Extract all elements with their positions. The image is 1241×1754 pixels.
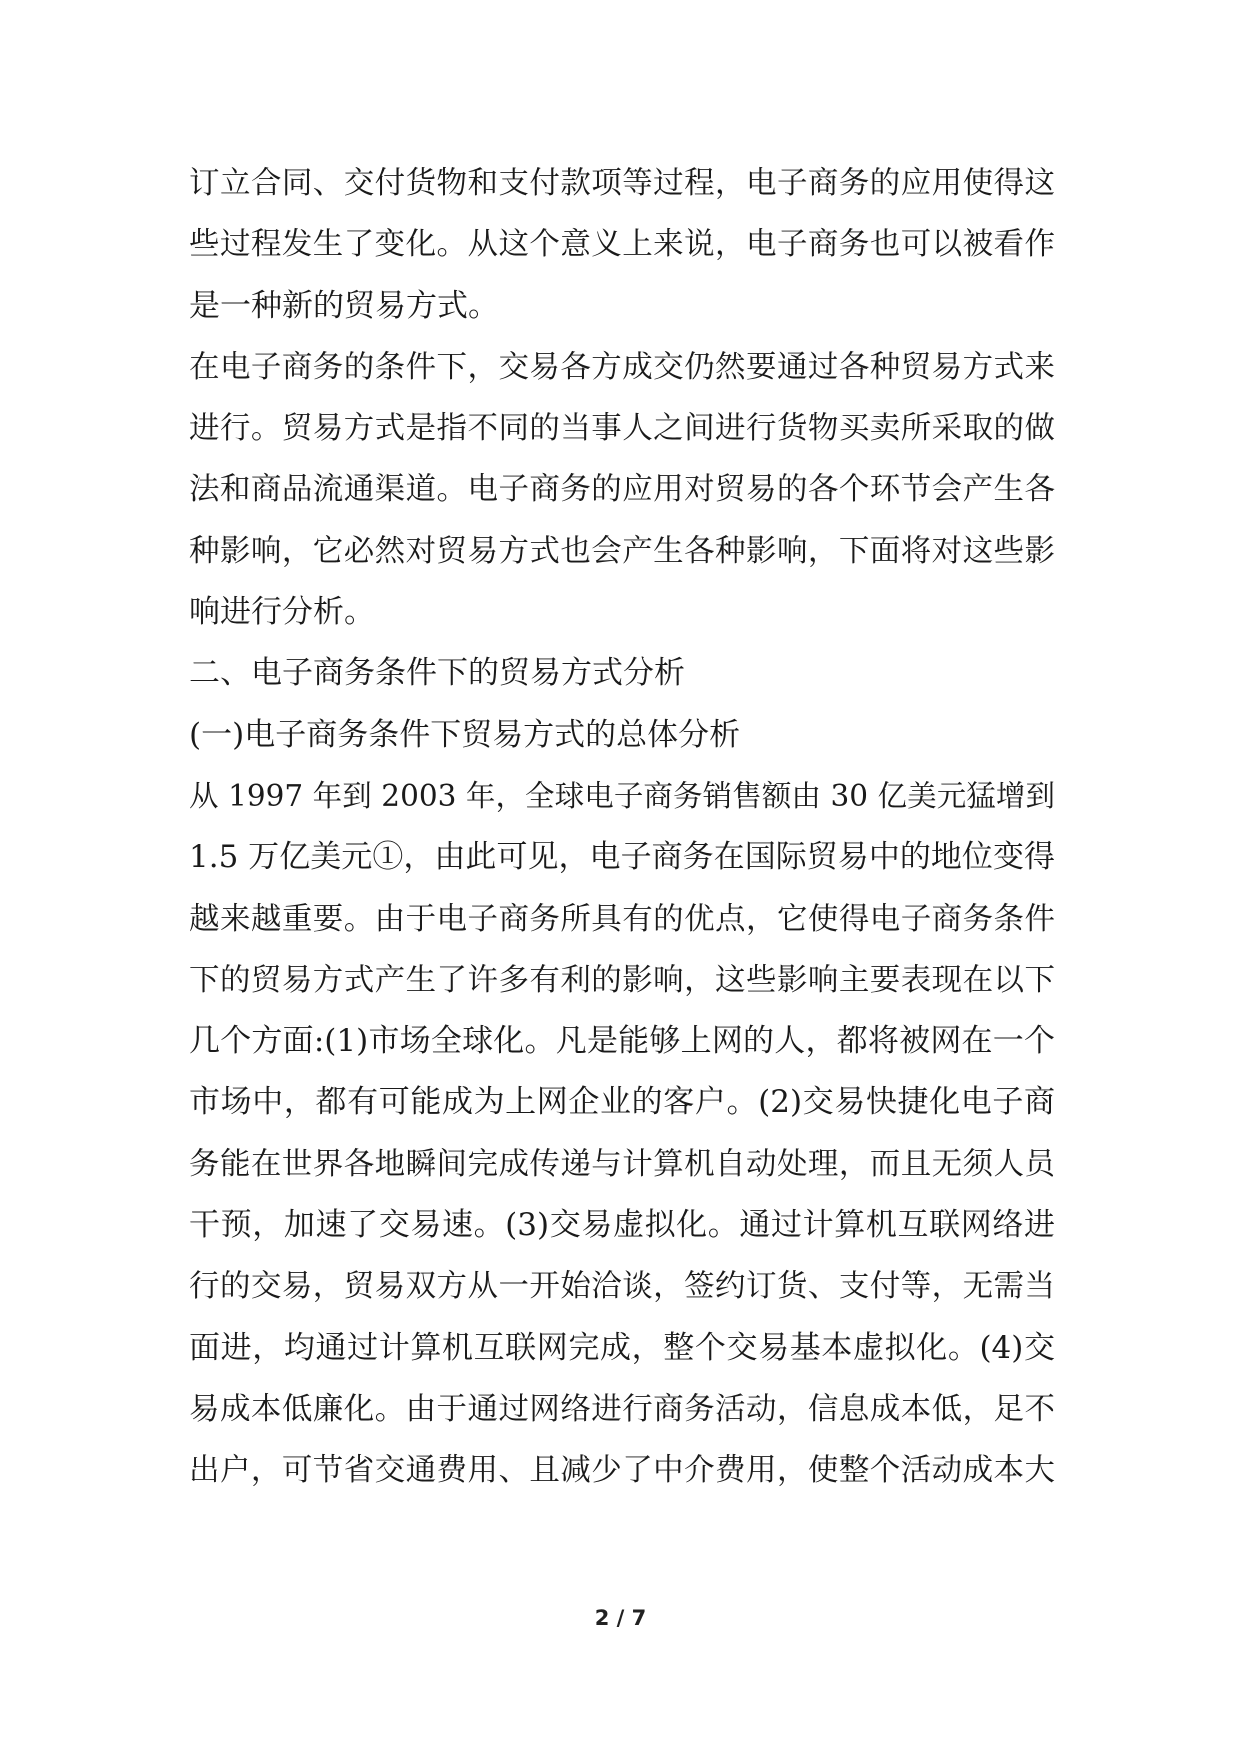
text-line: 在电子商务的条件下，交易各方成交仍然要通过各种贸易方式来 (189, 349, 1055, 385)
text-line: 是一种新的贸易方式。 (189, 287, 499, 324)
text-line: 越来越重要。由于电子商务所具有的优点，它使得电子商务条件 (189, 901, 1055, 937)
body-text (189, 153, 1055, 1502)
text-line: 面进，均通过计算机互联网完成，整个交易基本虚拟化。(4)交 (189, 1329, 1055, 1366)
text-line: 从 1997 年到 2003 年，全球电子商务销售额由 30 亿美元猛增到 (189, 778, 1055, 813)
text-line: 响进行分析。 (189, 594, 375, 631)
text-line: 1.5 万亿美元①，由此可见，电子商务在国际贸易中的地位变得 (189, 839, 1055, 876)
text-line: 订立合同、交付货物和支付款项等过程，电子商务的应用使得这 (189, 166, 1055, 201)
text-line: 行的交易，贸易双方从一开始洽谈，签约订货、支付等，无需当 (189, 1269, 1055, 1305)
text-line: 种影响，它必然对贸易方式也会产生各种影响，下面将对这些影 (189, 533, 1055, 569)
page-number: 2 / 7 (594, 1606, 647, 1630)
subsection-heading: (一)电子商务条件下贸易方式的总体分析 (189, 716, 741, 753)
text-line: 市场中，都有可能成为上网企业的客户。(2)交易快捷化电子商 (189, 1084, 1055, 1121)
text-line: 几个方面:(1)市场全球化。凡是能够上网的人，都将被网在一个 (189, 1023, 1055, 1060)
section-heading: 二、电子商务条件下的贸易方式分析 (189, 655, 685, 692)
text-line: 易成本低廉化。由于通过网络进行商务活动，信息成本低，足不 (189, 1391, 1055, 1427)
text-line: 下的贸易方式产生了许多有利的影响，这些影响主要表现在以下 (189, 962, 1055, 998)
text-line: 干预，加速了交易速。(3)交易虚拟化。通过计算机互联网络进 (189, 1207, 1055, 1244)
text-line: 些过程发生了变化。从这个意义上来说，电子商务也可以被看作 (189, 227, 1055, 263)
text-line: 出户，可节省交通费用、且减少了中介费用，使整个活动成本大 (189, 1453, 1055, 1489)
text-line: 法和商品流通渠道。电子商务的应用对贸易的各个环节会产生各 (189, 472, 1055, 508)
text-line: 进行。贸易方式是指不同的当事人之间进行货物买卖所采取的做 (189, 411, 1055, 447)
text-line: 务能在世界各地瞬间完成传递与计算机自动处理，而且无须人员 (189, 1146, 1055, 1182)
